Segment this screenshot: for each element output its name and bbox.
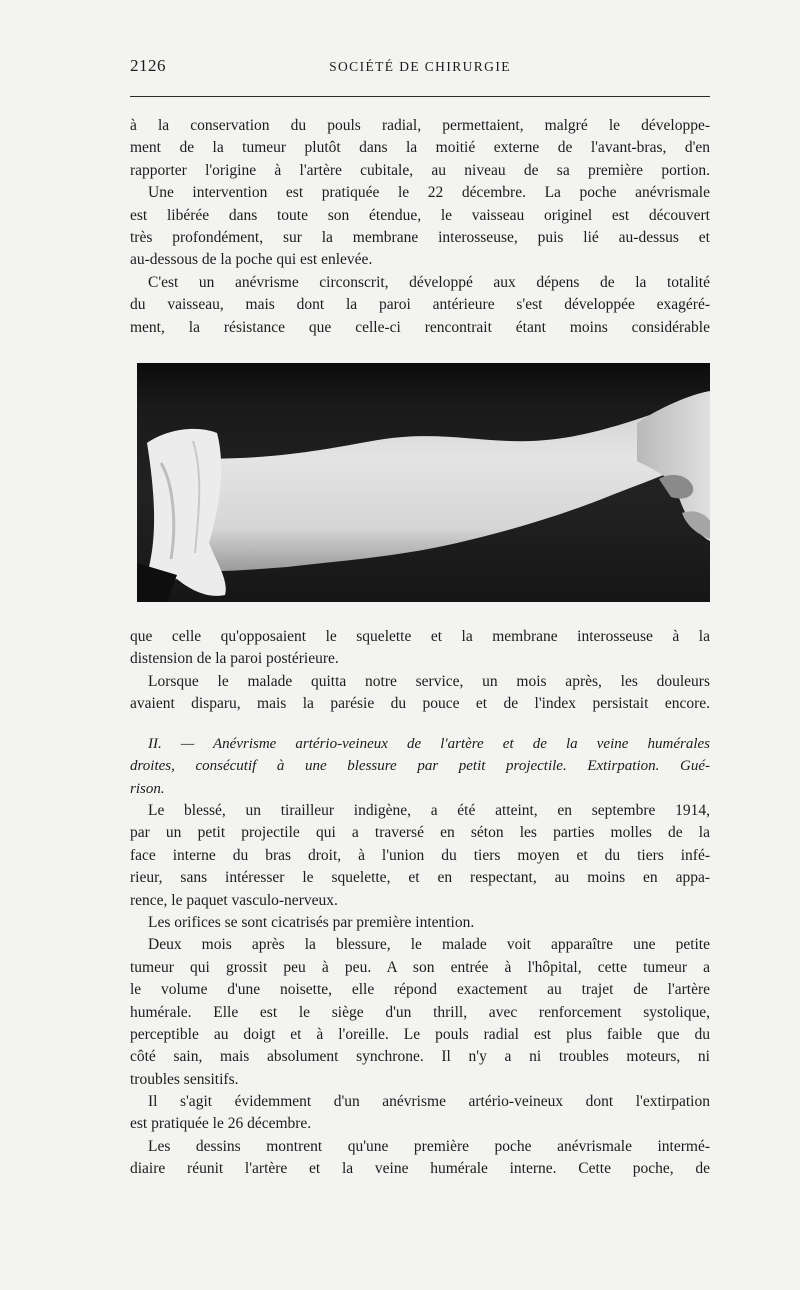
text-line: Deux mois après la blessure, le malade voit apparaître une petite bbox=[148, 936, 710, 954]
text-line: rence, le paquet vasculo-nerveux. bbox=[130, 891, 338, 909]
text-line: que celle qu'opposaient le squelette et la membrane interosseuse à la bbox=[130, 628, 710, 645]
text-line: côté sain, mais absolument synchrone. Il n'y a ni troubles moteurs, ni bbox=[130, 1048, 710, 1066]
text-line: tumeur qui grossit peu à peu. A son entrée à l'hôpital, cette tumeur a bbox=[130, 958, 710, 976]
text-line: Les orifices se sont cicatrisés par première intention. bbox=[148, 913, 475, 931]
text-line: est pratiquée le 26 décembre. bbox=[130, 1115, 312, 1133]
text-line: avaient disparu, mais la parésie du pouce et de l'index persistait encore. bbox=[130, 695, 710, 713]
paragraph-after-figure bbox=[130, 626, 710, 716]
forearm-photograph bbox=[137, 363, 710, 602]
text-line: ment, la résistance que celle-ci rencontrait étant moins considérable bbox=[130, 318, 710, 336]
running-head bbox=[130, 56, 710, 82]
header-rule bbox=[130, 96, 710, 97]
text-line: le volume d'une noisette, elle répond exactement au trajet de l'artère bbox=[130, 981, 710, 999]
text-line: au-dessous de la poche qui est enlevée. bbox=[130, 251, 373, 269]
case-heading bbox=[130, 733, 710, 800]
text-line: II. — Anévrisme artério-veineux de l'artère et de la veine humérales bbox=[148, 736, 710, 752]
text-line: humérale. Elle est le siège d'un thrill, avec renforcement systolique, bbox=[130, 1003, 710, 1021]
page-number: 2126 bbox=[130, 56, 166, 75]
paragraph-bottom bbox=[130, 800, 710, 1181]
text-line: distension de la paroi postérieure. bbox=[130, 650, 339, 668]
text-line: Une intervention est pratiquée le 22 décembre. La poche anévrismale bbox=[148, 184, 710, 202]
text-line: rapporter l'origine à l'artère cubitale, au niveau de sa première portion. bbox=[130, 161, 710, 179]
text-line: droites, consécutif à une blessure par petit projectile. Extirpation. Gué- bbox=[130, 758, 710, 775]
text-line: diaire réunit l'artère et la veine humérale interne. Cette poche, de bbox=[130, 1160, 710, 1178]
text-line: ment de la tumeur plutôt dans la moitié externe de l'avant-bras, d'en bbox=[130, 139, 710, 157]
text-line: par un petit projectile qui a traversé en séton les parties molles de la bbox=[130, 824, 710, 842]
text-line: Il s'agit évidemment d'un anévrisme artério-veineux dont l'extirpation bbox=[148, 1093, 710, 1111]
text-line: Le blessé, un tirailleur indigène, a été atteint, en septembre 1914, bbox=[148, 802, 710, 819]
text-line: très profondément, sur la membrane interosseuse, puis lié au-dessus et bbox=[130, 228, 710, 246]
text-line: rison. bbox=[130, 780, 165, 797]
forearm-photograph-drawing bbox=[137, 363, 710, 602]
text-line: à la conservation du pouls radial, permettaient, malgré le développe- bbox=[130, 117, 710, 134]
text-line: Lorsque le malade quitta notre service, un mois après, les douleurs bbox=[148, 672, 710, 690]
text-line: perceptible au doigt et à l'oreille. Le pouls radial est plus faible que du bbox=[130, 1025, 710, 1043]
text-line: C'est un anévrisme circonscrit, développé aux dépens de la totalité bbox=[148, 273, 710, 291]
running-title: SOCIÉTÉ DE CHIRURGIE bbox=[329, 59, 511, 74]
paragraph-top bbox=[130, 115, 710, 339]
text-line: troubles sensitifs. bbox=[130, 1070, 239, 1088]
text-line: du vaisseau, mais dont la paroi antérieure s'est développée exagéré- bbox=[130, 296, 710, 314]
text-line: face interne du bras droit, à l'union du tiers moyen et du tiers infé- bbox=[130, 846, 710, 864]
text-line: est libérée dans toute son étendue, le vaisseau originel est découvert bbox=[130, 206, 710, 224]
text-line: rieur, sans intéresser le squelette, et en respectant, au moins en appa- bbox=[130, 869, 710, 887]
text-line: Les dessins montrent qu'une première poche anévrismale intermé- bbox=[148, 1137, 710, 1155]
